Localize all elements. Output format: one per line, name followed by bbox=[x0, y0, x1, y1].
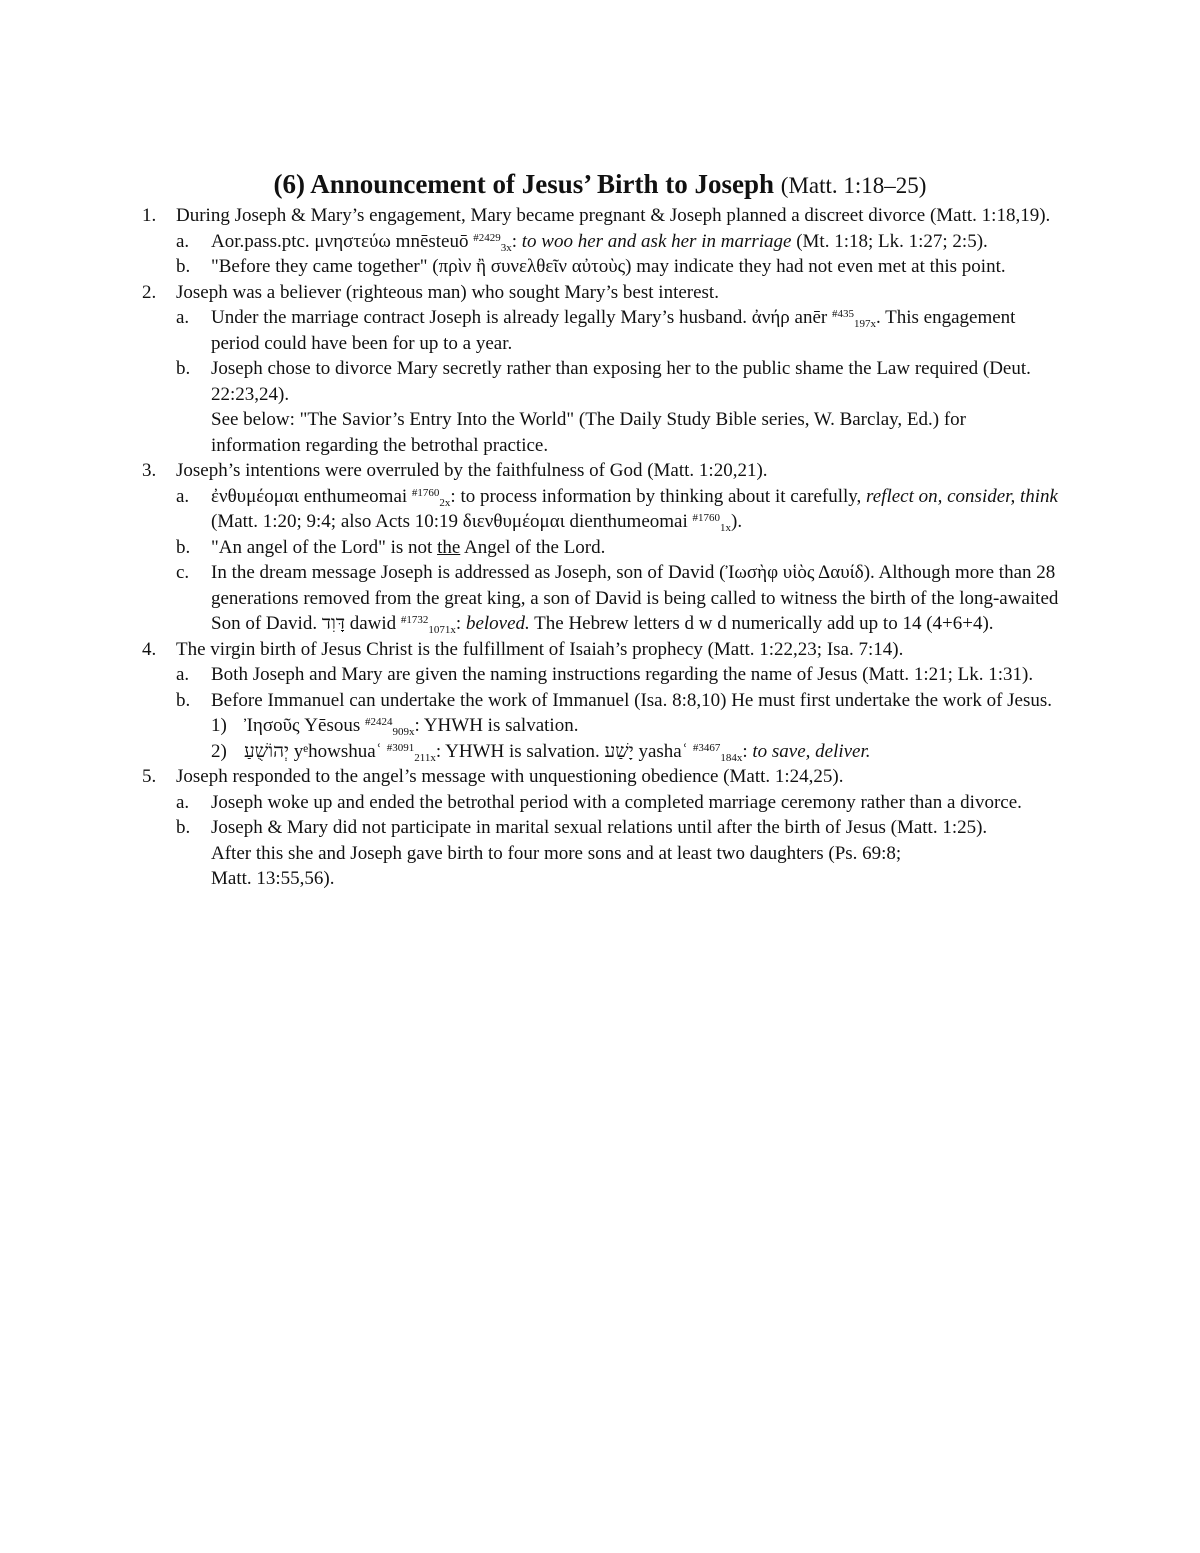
item-text: Joseph responded to the angel’s message with unquestioning obedience (Matt. 1:24,25). bbox=[176, 766, 844, 787]
occurrence-count: 3x bbox=[500, 241, 512, 254]
underlined-word: the bbox=[437, 536, 461, 558]
strongs-number: #435 bbox=[831, 308, 854, 320]
sub-item-text-mid2: (Matt. 1:20; 9:4; also Acts 10:19 διενθυμέομαι dienthumeomai bbox=[211, 511, 693, 532]
item-number: 3. bbox=[142, 460, 157, 481]
sub-sub-item-number: 2) bbox=[211, 740, 227, 762]
strongs-number: #1760 bbox=[411, 486, 440, 499]
sub-item-text-end: . This engagement period could have been for up to a year. bbox=[211, 307, 1016, 354]
occurrence-count: 909x bbox=[392, 726, 415, 738]
definition: reflect on, consider, think bbox=[866, 485, 1058, 507]
sub-item-2b bbox=[0, 356, 1200, 407]
occurrence-count: 184x bbox=[720, 751, 743, 764]
item-text: Joseph’s intentions were overruled by the faithfulness of God (Matt. 1:20,21). bbox=[176, 460, 768, 481]
sub-sub-item-number: 1) bbox=[211, 715, 227, 736]
item-number: 2. bbox=[142, 281, 157, 303]
outline-item-1 bbox=[0, 203, 1200, 229]
sub-item-letter: b. bbox=[176, 689, 191, 711]
outline-item-5 bbox=[0, 764, 1200, 790]
sub-item-letter: a. bbox=[176, 791, 190, 813]
sub-item-text: Before Immanuel can undertake the work of Immanuel (Isa. 8:8,10) He must first undertake the work of Jesus. bbox=[211, 689, 1053, 711]
title-reference: (Matt. 1:18–25) bbox=[780, 173, 927, 198]
title-main: (6) Announcement of Jesus’ Birth to Joseph bbox=[273, 169, 775, 199]
sub-item-letter: a. bbox=[176, 485, 190, 507]
page-title bbox=[0, 166, 1200, 204]
sub-item-text: Joseph chose to divorce Mary secretly rather than exposing her to the public shame the Law required (Deut. 22:23,24). bbox=[211, 358, 1031, 405]
sub-item-text-end: Angel of the Lord. bbox=[460, 536, 606, 558]
sub-item-text-mid: : to process information by thinking about it carefully, bbox=[450, 485, 867, 507]
definition: to save, deliver. bbox=[752, 740, 871, 762]
occurrence-count: 1071x bbox=[428, 624, 456, 636]
sub-item-5a bbox=[0, 790, 1200, 816]
sub-item-letter: b. bbox=[176, 536, 191, 558]
sub-sub-item-text: Ἰησοῦς Yēsous bbox=[244, 715, 365, 736]
sub-sub-item-4b1 bbox=[0, 713, 1200, 739]
sub-item-text: "An angel of the Lord" is not bbox=[211, 536, 438, 558]
occurrence-count: 1x bbox=[720, 522, 731, 534]
occurrence-count: 197x bbox=[853, 318, 876, 330]
item-text: The virgin birth of Jesus Christ is the fulfillment of Isaiah’s prophecy (Matt. 1:22,23; Isa. 7:14). bbox=[176, 638, 904, 660]
sub-item-letter: b. bbox=[176, 358, 191, 379]
sub-item-text-line3: Matt. 13:55,56). bbox=[211, 868, 335, 889]
sub-item-letter: b. bbox=[176, 256, 191, 277]
sub-item-3b bbox=[0, 535, 1200, 561]
outline-list bbox=[0, 203, 1200, 892]
sub-item-letter: a. bbox=[176, 664, 190, 685]
sub-item-1a bbox=[0, 229, 1200, 255]
sub-item-text: In the dream message Joseph is addressed as Joseph, son of David (Ἰωσὴφ υἱὸς Δαυίδ). Although more than 28 generations removed from the great king, a son of David is being called to witness the birth of the long-awaited Son of David. דָּוִד dawid bbox=[211, 562, 1059, 634]
colon: : bbox=[742, 740, 753, 762]
sub-item-5b bbox=[0, 815, 1200, 892]
strongs-number: #3467 bbox=[692, 741, 721, 754]
strongs-number: #2424 bbox=[365, 716, 393, 728]
sub-item-text-line2: After this she and Joseph gave birth to four more sons and at least two daughters (Ps. 69:8; bbox=[211, 842, 902, 864]
sub-item-letter: c. bbox=[176, 562, 190, 583]
definition: to woo her and ask her in marriage bbox=[521, 230, 792, 252]
sub-item-text-end: ). bbox=[731, 511, 743, 532]
item-text: Joseph was a believer (righteous man) who sought Mary’s best interest. bbox=[176, 281, 719, 303]
sub-sub-item-4b2 bbox=[0, 739, 1200, 765]
sub-item-text: Under the marriage contract Joseph is already legally Mary’s husband. ἀνήρ anēr bbox=[211, 307, 832, 328]
sub-item-letter: a. bbox=[176, 230, 190, 252]
definition: beloved. bbox=[465, 613, 530, 634]
sub-item-2b-note: See below: "The Savior’s Entry Into the World" (The Daily Study Bible series, W. Barclay, Ed.) for information regarding the betrothal practice. bbox=[211, 409, 967, 456]
sub-item-letter: a. bbox=[176, 307, 190, 328]
outline-item-4 bbox=[0, 637, 1200, 663]
item-text: During Joseph & Mary’s engagement, Mary became pregnant & Joseph planned a discreet divorce (Matt. 1:18,19). bbox=[176, 205, 1051, 226]
sub-item-1b bbox=[0, 254, 1200, 280]
strongs-number: #1760 bbox=[692, 512, 720, 524]
sub-item-3a bbox=[0, 484, 1200, 535]
sub-item-text-end: The Hebrew letters d w d numerically add up to 14 (4+6+4). bbox=[529, 613, 994, 634]
sub-item-text: ἐνθυμέομαι enthumeomai bbox=[211, 485, 412, 507]
occurrence-count: 2x bbox=[439, 496, 451, 509]
occurrence-count: 211x bbox=[414, 751, 436, 764]
item-number: 4. bbox=[142, 638, 157, 660]
colon: : bbox=[511, 230, 522, 252]
sub-item-letter: b. bbox=[176, 817, 191, 838]
strongs-number: #2429 bbox=[473, 231, 501, 244]
sub-item-text: Both Joseph and Mary are given the naming instructions regarding the name of Jesus (Matt. 1:21; Lk. 1:31). bbox=[211, 664, 1034, 685]
sub-sub-item-text-end: : YHWH is salvation. bbox=[414, 715, 579, 736]
sub-sub-item-text-mid: : YHWH is salvation. יָשַׁע yashaʿ bbox=[435, 740, 693, 762]
colon: : bbox=[455, 613, 466, 634]
sub-item-4b bbox=[0, 688, 1200, 714]
sub-item-3c bbox=[0, 560, 1200, 637]
sub-item-text-end: (Mt. 1:18; Lk. 1:27; 2:5). bbox=[791, 230, 988, 252]
sub-item-text: Joseph woke up and ended the betrothal period with a completed marriage ceremony rather than a divorce. bbox=[211, 791, 1022, 813]
sub-item-2a bbox=[0, 305, 1200, 356]
strongs-number: #3091 bbox=[386, 741, 415, 754]
sub-item-4a bbox=[0, 662, 1200, 688]
sub-item-text: Joseph & Mary did not participate in marital sexual relations until after the birth of Jesus (Matt. 1:25). bbox=[211, 817, 988, 838]
item-number: 1. bbox=[142, 205, 157, 226]
outline-item-2 bbox=[0, 280, 1200, 306]
strongs-number: #1732 bbox=[400, 614, 429, 626]
sub-item-text: Aor.pass.ptc. μνηστεύω mnēsteuō bbox=[211, 230, 474, 252]
item-number: 5. bbox=[142, 766, 157, 787]
sub-item-text: "Before they came together" (πρὶν ἢ συνελθεῖν αὐτοὺς) may indicate they had not even met at this point. bbox=[211, 256, 1006, 277]
outline-item-3 bbox=[0, 458, 1200, 484]
sub-sub-item-text: יְהוֹשֻׁעַ yᵉhowshuaʿ bbox=[244, 740, 387, 762]
